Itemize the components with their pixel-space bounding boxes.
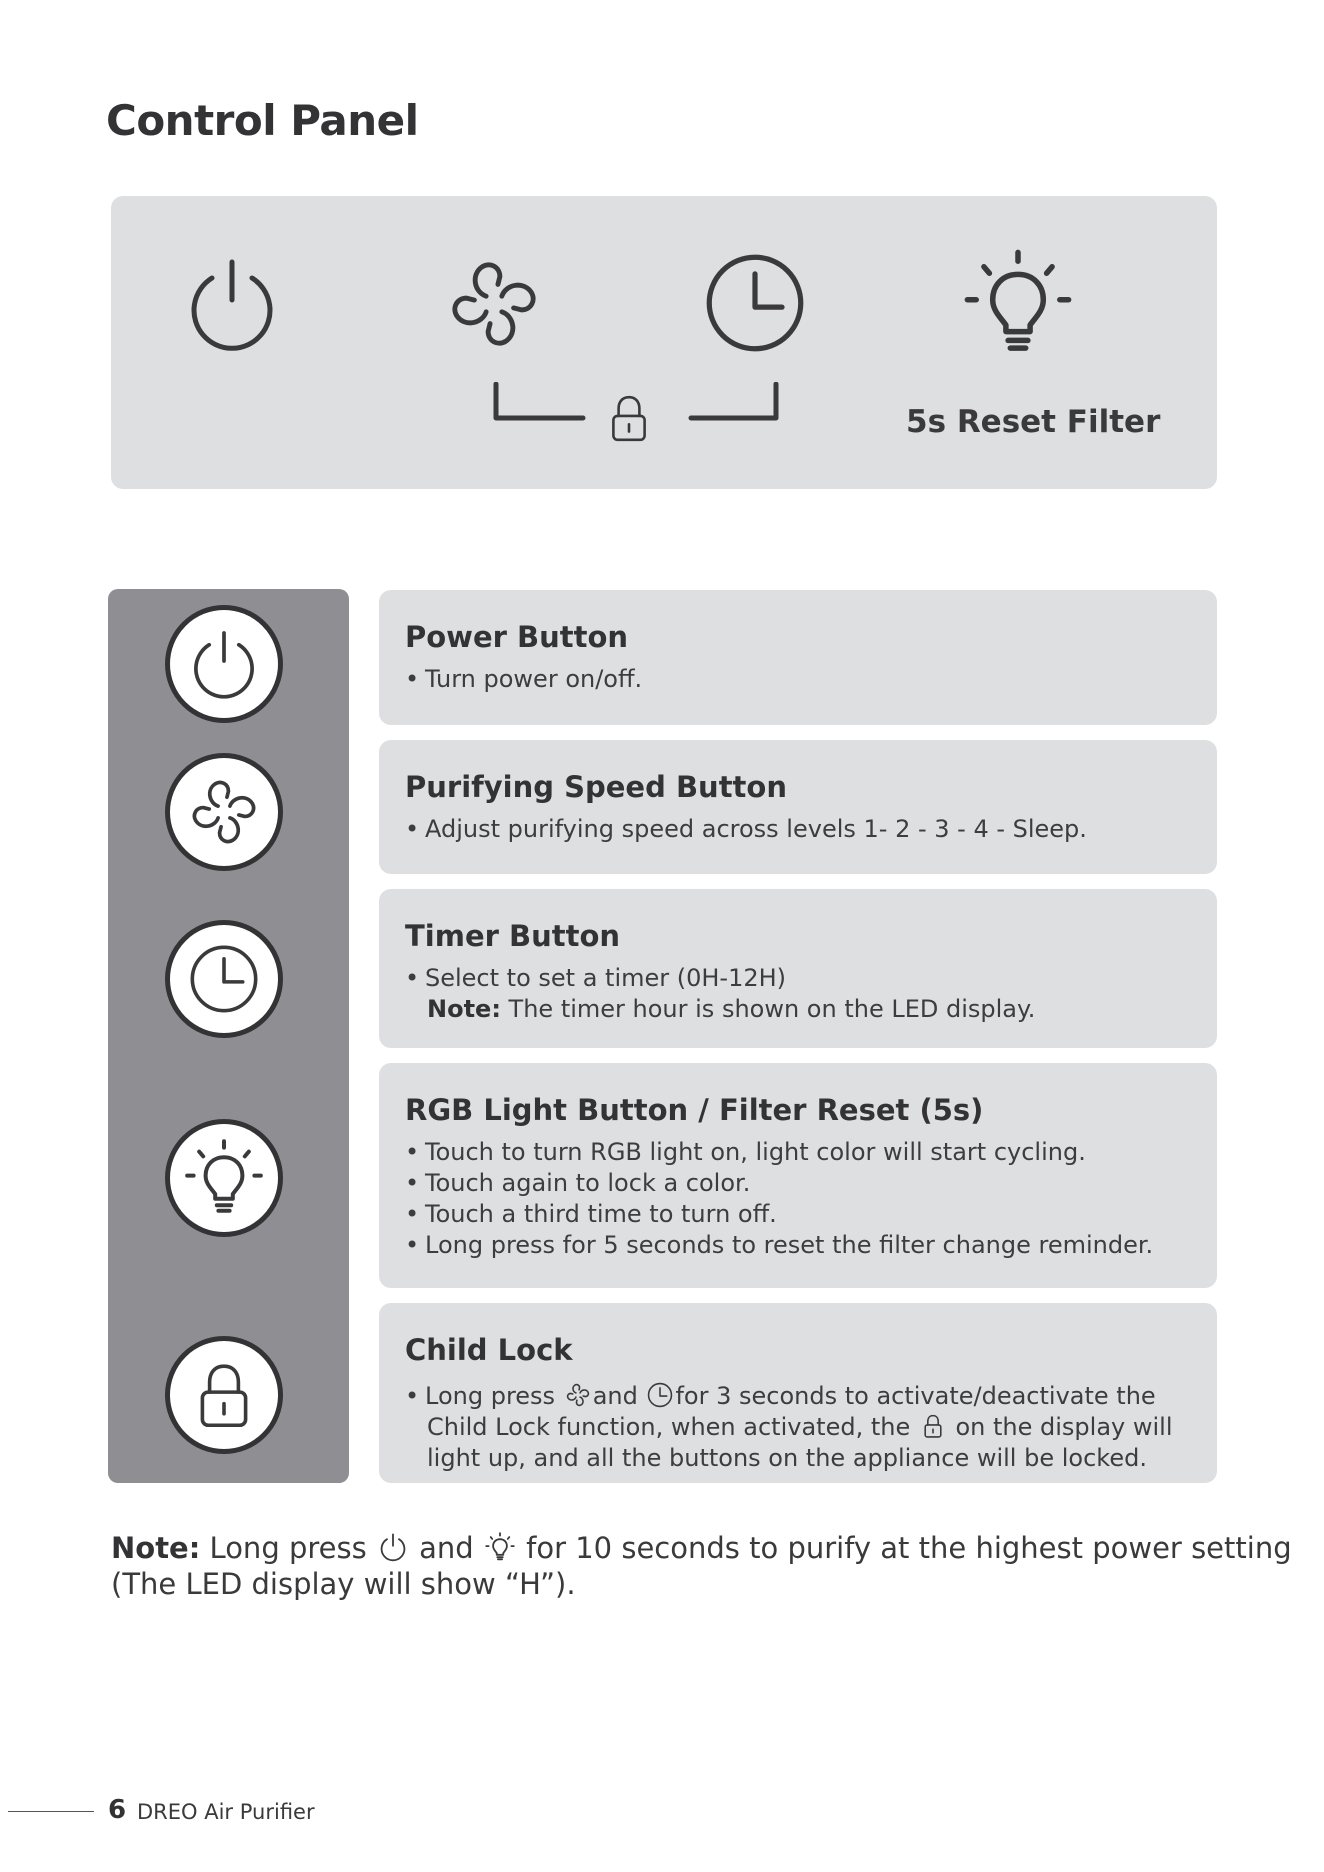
power-button-card bbox=[379, 590, 1217, 725]
icon-sidebar bbox=[108, 589, 349, 1483]
card-line: • Select to set a timer (0H-12H) bbox=[405, 963, 1191, 994]
text: Long press bbox=[200, 1531, 376, 1565]
child-lock-card bbox=[379, 1303, 1217, 1483]
card-line: • Touch again to lock a color. bbox=[405, 1168, 1191, 1199]
light-bulb-icon-circle bbox=[165, 1119, 283, 1237]
power-icon bbox=[378, 1532, 408, 1562]
card-title: RGB Light Button / Filter Reset (5s) bbox=[405, 1093, 984, 1127]
timer-icon bbox=[703, 251, 807, 355]
card-line: • Adjust purifying speed across levels 1- 2 - 3 - 4 - Sleep. bbox=[405, 814, 1191, 845]
card-note bbox=[405, 994, 1191, 1025]
footnote-line bbox=[111, 1530, 1292, 1566]
card-line bbox=[405, 1381, 1191, 1412]
text: on the display will bbox=[947, 1413, 1173, 1441]
card-title: Timer Button bbox=[405, 919, 621, 953]
purifying-speed-card bbox=[379, 740, 1217, 874]
footnote-line: (The LED display will show “H”). bbox=[111, 1567, 576, 1601]
timer-icon-circle bbox=[165, 920, 283, 1038]
fan-icon bbox=[565, 1382, 591, 1408]
note-label: Note: bbox=[427, 995, 501, 1023]
note-label: Note: bbox=[111, 1531, 201, 1565]
power-icon bbox=[187, 627, 261, 701]
fan-icon bbox=[445, 255, 543, 353]
brand-label: DREO Air Purifier bbox=[137, 1800, 315, 1824]
page-number: 6 bbox=[108, 1795, 127, 1825]
light-bulb-icon bbox=[963, 248, 1073, 358]
lock-icon bbox=[188, 1359, 260, 1431]
fan-icon bbox=[187, 775, 261, 849]
text: Long press bbox=[425, 1382, 563, 1410]
light-bulb-icon bbox=[485, 1532, 515, 1562]
lock-icon bbox=[603, 392, 655, 444]
text: Child Lock function, when activated, the bbox=[427, 1413, 918, 1441]
text: for 10 seconds to purify at the highest power setting bbox=[516, 1531, 1292, 1565]
card-line: • Touch to turn RGB light on, light color will start cycling. bbox=[405, 1137, 1191, 1168]
card-title: Power Button bbox=[405, 620, 629, 654]
page-title: Control Panel bbox=[106, 96, 419, 145]
footer-rule bbox=[8, 1811, 94, 1812]
card-line: light up, and all the buttons on the appliance will be locked. bbox=[427, 1444, 1147, 1472]
light-bulb-icon bbox=[184, 1138, 264, 1218]
card-title: Purifying Speed Button bbox=[405, 770, 787, 804]
footnote bbox=[111, 1530, 1292, 1602]
text: and bbox=[592, 1382, 646, 1410]
timer-icon bbox=[188, 943, 260, 1015]
card-line: • Long press for 5 seconds to reset the filter change reminder. bbox=[405, 1230, 1191, 1261]
power-icon bbox=[182, 254, 282, 354]
timer-button-card bbox=[379, 889, 1217, 1048]
card-line: • Turn power on/off. bbox=[405, 664, 1191, 695]
power-icon-circle bbox=[165, 605, 283, 723]
card-title: Child Lock bbox=[405, 1333, 573, 1367]
lock-icon bbox=[920, 1413, 946, 1439]
rgb-light-card bbox=[379, 1063, 1217, 1288]
control-panel-illustration bbox=[111, 196, 1217, 489]
fan-icon-circle bbox=[165, 753, 283, 871]
reset-filter-label: 5s Reset Filter bbox=[906, 404, 1161, 440]
note-text: The timer hour is shown on the LED display. bbox=[500, 995, 1036, 1023]
timer-icon bbox=[647, 1382, 673, 1408]
text: for 3 seconds to activate/deactivate the bbox=[675, 1382, 1156, 1410]
text: and bbox=[409, 1531, 483, 1565]
lock-icon-circle bbox=[165, 1336, 283, 1454]
card-line bbox=[405, 1412, 1191, 1443]
card-line: • Touch a third time to turn off. bbox=[405, 1199, 1191, 1230]
